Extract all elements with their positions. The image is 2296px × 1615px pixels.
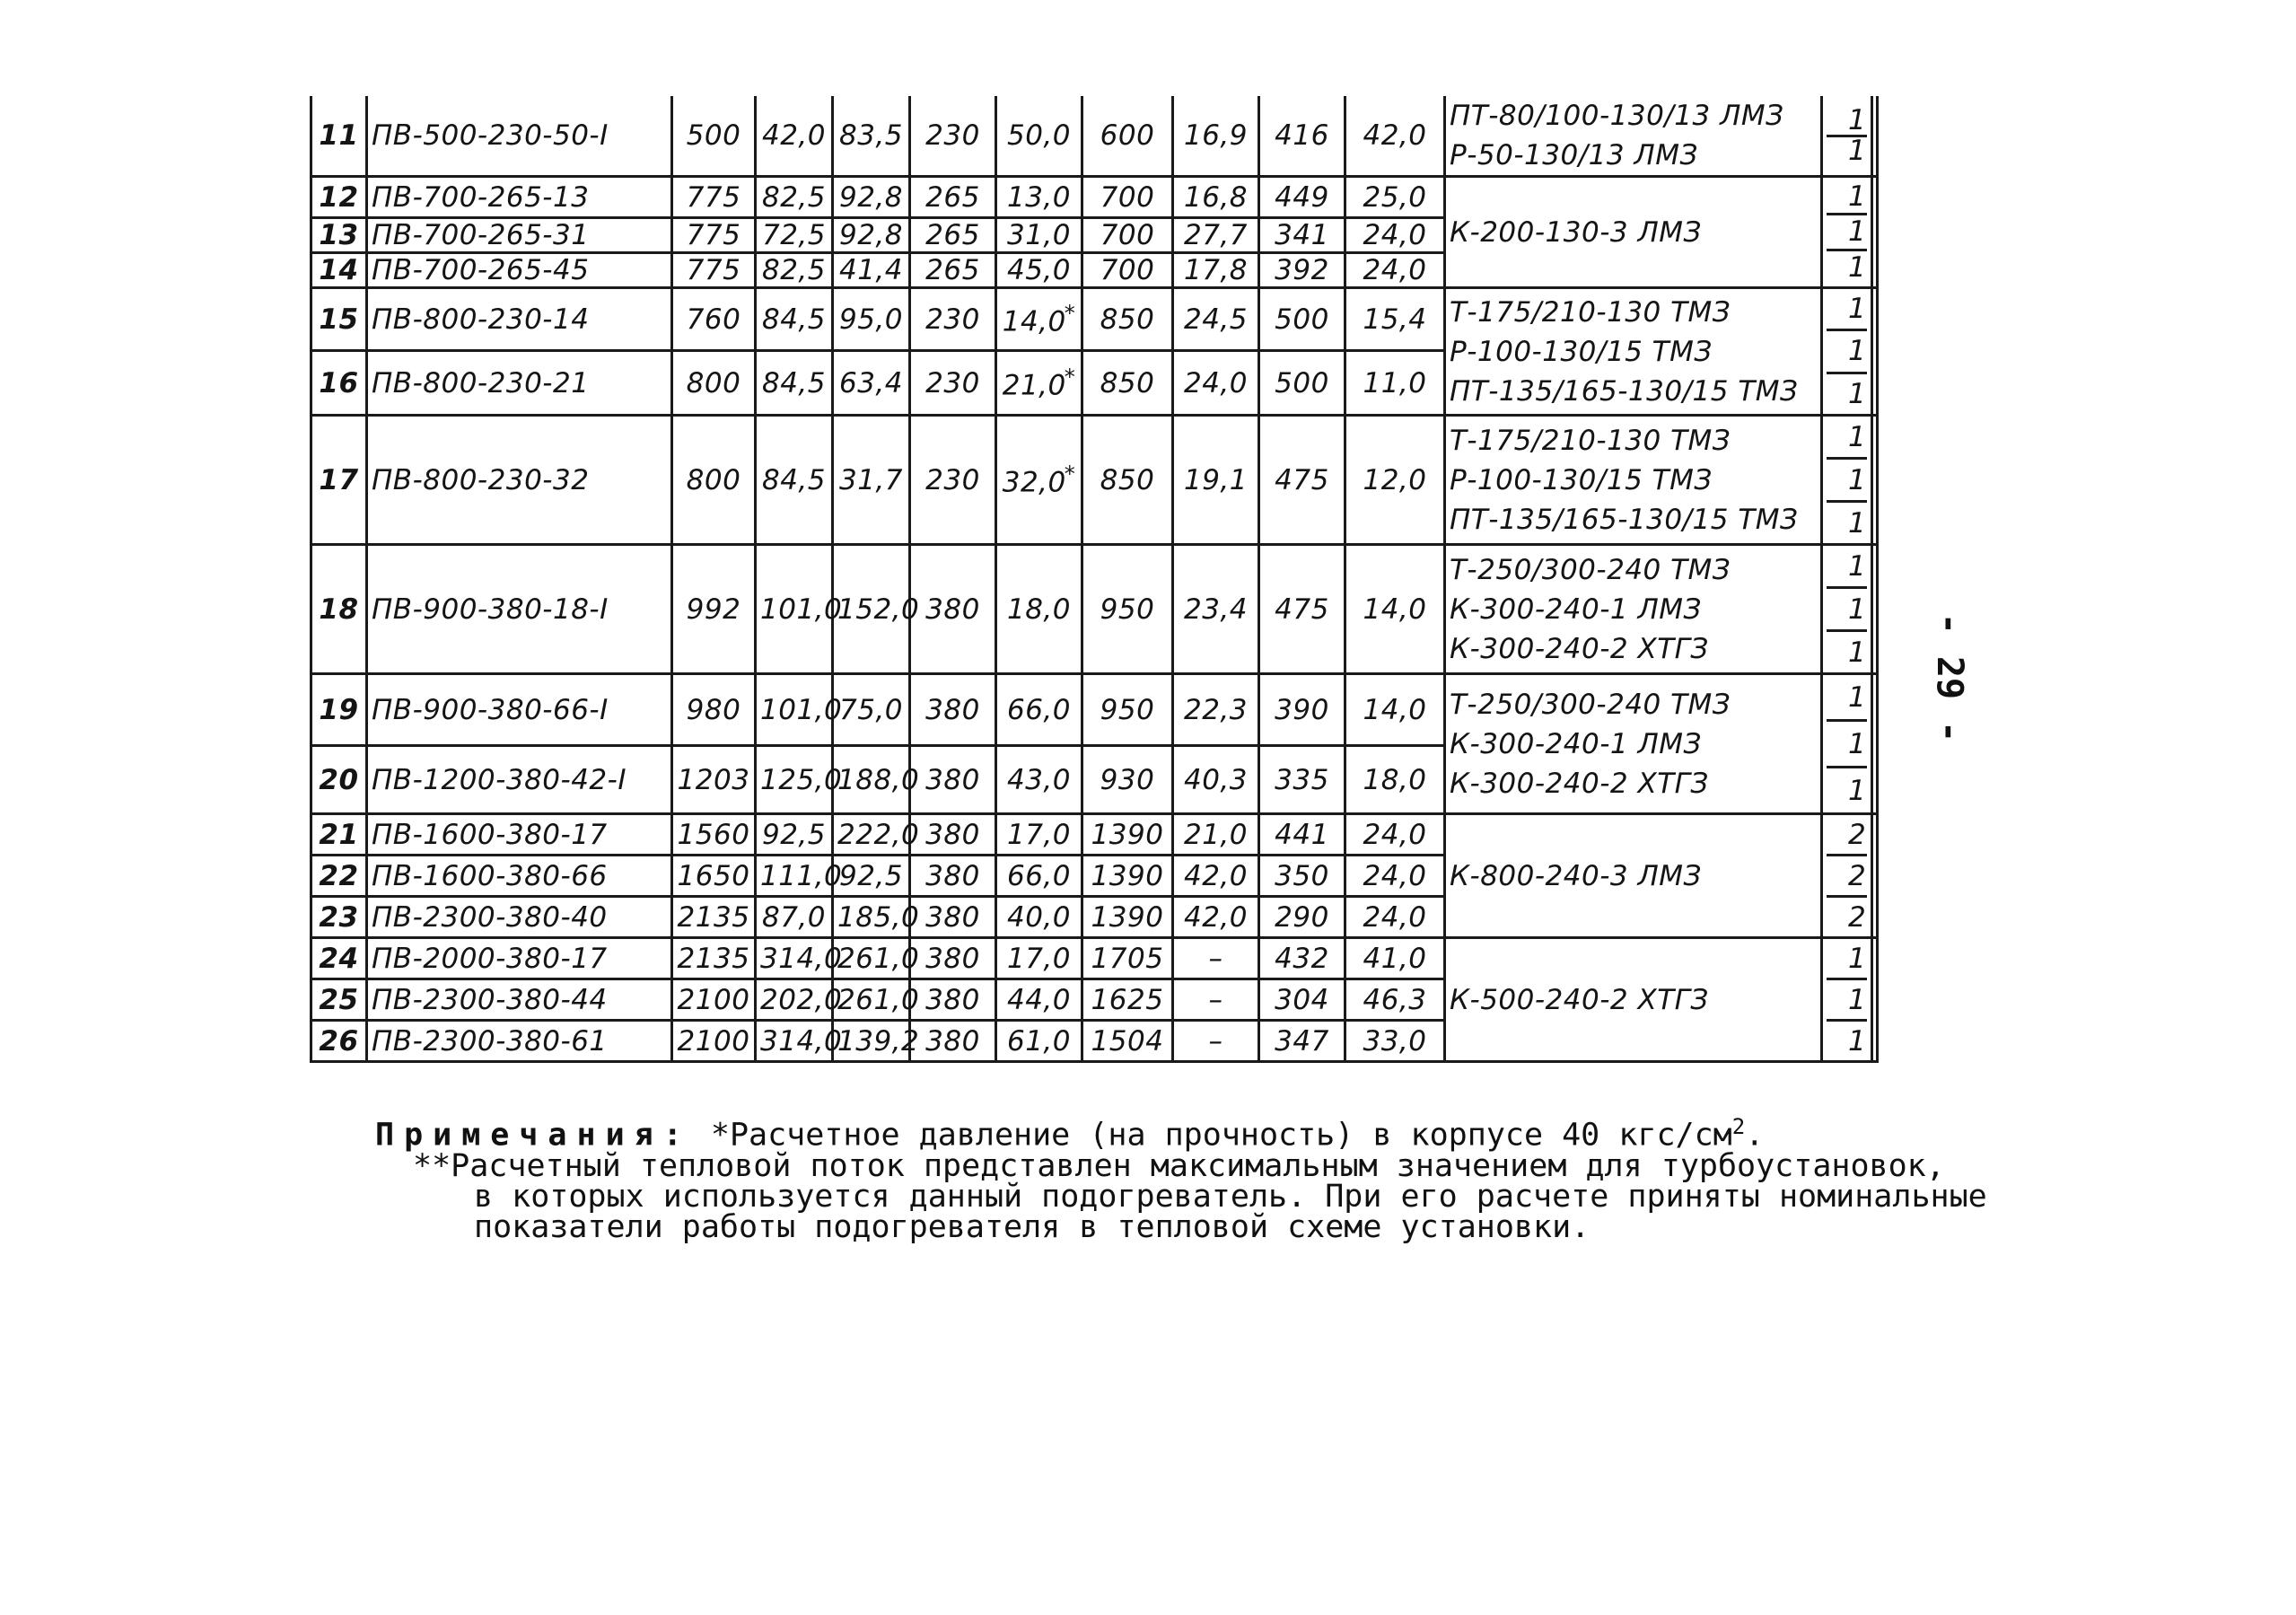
value-cell-5: 43,0 (996, 746, 1082, 814)
row-number: 23 (311, 897, 367, 938)
quantity-value: 1 (1848, 506, 1867, 540)
table-edge (1872, 814, 1878, 938)
value-cell-9: 42,0 (1345, 96, 1445, 177)
value-cell-9: 12,0 (1345, 416, 1445, 545)
value-cell-4: 230 (910, 416, 996, 545)
table-row (311, 938, 1878, 979)
value-cell-7: 16,9 (1173, 96, 1259, 177)
value-cell-9: 24,0 (1345, 856, 1445, 897)
notes-block (375, 1111, 1987, 1245)
value-cell-8: 432 (1259, 938, 1345, 979)
value-cell-8: 347 (1259, 1021, 1345, 1062)
quantity-cell (1822, 96, 1872, 177)
asterisk-mark: * (1064, 364, 1076, 390)
value-cell-7: 27,7 (1173, 218, 1259, 253)
value-cell-2: 314,0 (756, 938, 833, 979)
value-cell-5: 14,0* (996, 288, 1082, 351)
value-cell-8: 475 (1259, 416, 1345, 545)
value-cell-7: – (1173, 979, 1259, 1021)
value-cell-1: 1560 (672, 814, 756, 856)
table-row (311, 674, 1878, 746)
value-cell-6: 700 (1082, 218, 1173, 253)
value-cell-1: 775 (672, 218, 756, 253)
quantity-cell (1822, 288, 1872, 416)
value-cell-6: 700 (1082, 177, 1173, 218)
quantity-value: 1 (1827, 215, 1867, 250)
value-cell-1: 980 (672, 674, 756, 746)
notes-line-4 (375, 1208, 1901, 1245)
row-number: 21 (311, 814, 367, 856)
turbine-name: К-300-240-1 ЛМЗ (1450, 592, 1702, 626)
heater-code: ПВ-1200-380-42-I (367, 746, 672, 814)
value-cell-4: 265 (910, 177, 996, 218)
turbine-list (1445, 814, 1822, 938)
quantity-value: 1 (1848, 250, 1867, 284)
value-cell-9: 11,0 (1345, 351, 1445, 416)
table-edge (1872, 545, 1878, 674)
row-number: 18 (311, 545, 367, 674)
value-cell-7: 19,1 (1173, 416, 1259, 545)
quantity-value: 1 (1827, 589, 1867, 632)
value-cell-6: 950 (1082, 545, 1173, 674)
value-cell-5: 17,0 (996, 814, 1082, 856)
table-row (311, 96, 1878, 177)
value-cell-3: 63,4 (833, 351, 910, 416)
quantity-value: 1 (1827, 417, 1867, 460)
turbine-list (1445, 938, 1822, 1062)
value-cell-8: 500 (1259, 351, 1345, 416)
heater-code: ПВ-900-380-66-I (367, 674, 672, 746)
value-cell-2: 101,0 (756, 545, 833, 674)
value-cell-4: 380 (910, 1021, 996, 1062)
quantity-cell (1822, 545, 1872, 674)
value-cell-4: 380 (910, 545, 996, 674)
value-cell-9: 24,0 (1345, 897, 1445, 938)
value-cell-2: 72,5 (756, 218, 833, 253)
value-cell-5: 31,0 (996, 218, 1082, 253)
value-cell-7: 16,8 (1173, 177, 1259, 218)
value-cell-2: 82,5 (756, 177, 833, 218)
value-cell-9: 14,0 (1345, 545, 1445, 674)
quantity-value: 1 (1848, 1024, 1867, 1058)
value-cell-7: 40,3 (1173, 746, 1259, 814)
value-cell-9: 46,3 (1345, 979, 1445, 1021)
table-edge (1872, 938, 1878, 1062)
value-cell-8: 416 (1259, 96, 1345, 177)
table-row (311, 814, 1878, 856)
value-cell-3: 261,0 (833, 979, 910, 1021)
value-cell-1: 1650 (672, 856, 756, 897)
value-cell-9: 41,0 (1345, 938, 1445, 979)
value-cell-8: 341 (1259, 218, 1345, 253)
value-cell-2: 42,0 (756, 96, 833, 177)
value-cell-7: 21,0 (1173, 814, 1259, 856)
value-cell-2: 202,0 (756, 979, 833, 1021)
value-cell-2: 82,5 (756, 253, 833, 288)
table-row (311, 545, 1878, 674)
table-edge (1872, 177, 1878, 288)
notes-line-3 (375, 1178, 1987, 1215)
turbine-name: К-500-240-2 ХТГЗ (1450, 983, 1709, 1016)
turbine-list (1445, 416, 1822, 545)
value-cell-7: 42,0 (1173, 897, 1259, 938)
table-edge (1872, 96, 1878, 177)
turbine-name: Т-250/300-240 ТМЗ (1450, 553, 1731, 586)
quantity-value: 1 (1848, 135, 1867, 167)
value-cell-9: 15,4 (1345, 288, 1445, 351)
value-cell-2: 101,0 (756, 674, 833, 746)
value-cell-7: 17,8 (1173, 253, 1259, 288)
quantity-value: 2 (1848, 900, 1867, 934)
value-cell-5: 21,0* (996, 351, 1082, 416)
value-cell-4: 380 (910, 814, 996, 856)
quantity-value: 1 (1827, 331, 1867, 373)
value-cell-6: 950 (1082, 674, 1173, 746)
heater-code: ПВ-2300-380-44 (367, 979, 672, 1021)
value-cell-4: 380 (910, 746, 996, 814)
value-cell-8: 449 (1259, 177, 1345, 218)
value-cell-5: 18,0 (996, 545, 1082, 674)
value-cell-1: 800 (672, 416, 756, 545)
value-cell-6: 850 (1082, 416, 1173, 545)
table-row (311, 288, 1878, 351)
value-cell-5: 17,0 (996, 938, 1082, 979)
heater-code: ПВ-900-380-18-I (367, 545, 672, 674)
value-cell-5: 66,0 (996, 856, 1082, 897)
value-cell-2: 125,0 (756, 746, 833, 814)
turbine-name: Т-175/210-130 ТМЗ (1450, 424, 1731, 457)
quantity-value: 1 (1827, 675, 1867, 722)
value-cell-6: 1390 (1082, 814, 1173, 856)
turbine-name: ПТ-135/165-130/15 ТМЗ (1450, 374, 1799, 408)
row-number: 16 (311, 351, 367, 416)
quantity-value: 1 (1827, 939, 1867, 980)
notes-line-2 (375, 1147, 1945, 1184)
table-edge (1872, 416, 1878, 545)
value-cell-9: 24,0 (1345, 253, 1445, 288)
turbine-name: Т-250/300-240 ТМЗ (1450, 688, 1731, 721)
value-cell-7: 23,4 (1173, 545, 1259, 674)
heater-code: ПВ-1600-380-66 (367, 856, 672, 897)
row-number: 24 (311, 938, 367, 979)
value-cell-9: 24,0 (1345, 218, 1445, 253)
row-number: 25 (311, 979, 367, 1021)
value-cell-8: 500 (1259, 288, 1345, 351)
note-1-superscript: 2 (1731, 1114, 1746, 1139)
value-cell-8: 390 (1259, 674, 1345, 746)
value-cell-1: 992 (672, 545, 756, 674)
value-cell-2: 92,5 (756, 814, 833, 856)
value-cell-8: 475 (1259, 545, 1345, 674)
row-number: 13 (311, 218, 367, 253)
value-cell-5: 44,0 (996, 979, 1082, 1021)
value-cell-4: 380 (910, 938, 996, 979)
heater-code: ПВ-700-265-13 (367, 177, 672, 218)
value-cell-2: 87,0 (756, 897, 833, 938)
heater-code: ПВ-800-230-14 (367, 288, 672, 351)
value-cell-3: 95,0 (833, 288, 910, 351)
value-cell-6: 1504 (1082, 1021, 1173, 1062)
turbine-name: Р-100-130/15 ТМЗ (1450, 463, 1713, 496)
value-cell-1: 775 (672, 253, 756, 288)
turbine-name: К-300-240-2 ХТГЗ (1450, 767, 1709, 800)
value-cell-9: 24,0 (1345, 814, 1445, 856)
value-cell-4: 230 (910, 288, 996, 351)
value-cell-7: 22,3 (1173, 674, 1259, 746)
heater-code: ПВ-700-265-31 (367, 218, 672, 253)
heater-code: ПВ-500-230-50-I (367, 96, 672, 177)
heater-code: ПВ-800-230-32 (367, 416, 672, 545)
table-edge (1872, 288, 1878, 416)
notes-line-1: Примечания: *Расчетное давление (на прочность) в корпусе 40 кгс/$см^2$. (375, 1114, 1765, 1154)
value-cell-9: 14,0 (1345, 674, 1445, 746)
row-number: 14 (311, 253, 367, 288)
value-cell-1: 1203 (672, 746, 756, 814)
asterisk-mark: * (1064, 300, 1076, 326)
value-cell-8: 335 (1259, 746, 1345, 814)
note-1-text: Расчетное давление (на прочность) в корпусе 40 кгс/см (729, 1117, 1732, 1154)
table-edge (1872, 674, 1878, 814)
value-cell-6: 1390 (1082, 897, 1173, 938)
value-cell-5: 50,0 (996, 96, 1082, 177)
value-cell-7: – (1173, 938, 1259, 979)
value-cell-1: 760 (672, 288, 756, 351)
note-2-line-3: показатели работы подогревателя в тепловой схеме установки. (474, 1208, 1591, 1245)
value-cell-9: 33,0 (1345, 1021, 1445, 1062)
value-cell-6: 700 (1082, 253, 1173, 288)
row-number: 20 (311, 746, 367, 814)
value-cell-9: 25,0 (1345, 177, 1445, 218)
value-cell-3: 92,5 (833, 856, 910, 897)
quantity-value: 1 (1848, 636, 1867, 669)
quantity-value: 1 (1827, 289, 1867, 331)
turbine-name: Т-175/210-130 ТМЗ (1450, 295, 1731, 329)
quantity-value: 1 (1827, 546, 1867, 589)
quantity-value: 1 (1827, 180, 1867, 215)
quantity-cell (1822, 177, 1872, 288)
value-cell-4: 380 (910, 856, 996, 897)
heater-code: ПВ-700-265-45 (367, 253, 672, 288)
value-cell-1: 2135 (672, 938, 756, 979)
value-cell-3: 139,2 (833, 1021, 910, 1062)
value-cell-6: 930 (1082, 746, 1173, 814)
turbine-list (1445, 177, 1822, 288)
value-cell-5: 61,0 (996, 1021, 1082, 1062)
quantity-value: 1 (1827, 460, 1867, 503)
heater-code: ПВ-1600-380-17 (367, 814, 672, 856)
row-number: 17 (311, 416, 367, 545)
heater-spec-table (310, 96, 1879, 1063)
note-2-line-1: Расчетный тепловой поток представлен максимальным значением для турбоустановок, (451, 1147, 1945, 1184)
value-cell-1: 2100 (672, 1021, 756, 1062)
notes-heading: Примечания: (375, 1117, 692, 1154)
value-cell-2: 111,0 (756, 856, 833, 897)
value-cell-3: 92,8 (833, 218, 910, 253)
value-cell-7: 24,0 (1173, 351, 1259, 416)
row-number: 26 (311, 1021, 367, 1062)
value-cell-4: 265 (910, 253, 996, 288)
value-cell-2: 314,0 (756, 1021, 833, 1062)
quantity-value: 1 (1827, 980, 1867, 1022)
value-cell-3: 75,0 (833, 674, 910, 746)
quantity-cell (1822, 416, 1872, 545)
value-cell-3: 31,7 (833, 416, 910, 545)
table-row (311, 416, 1878, 545)
heater-code: ПВ-800-230-21 (367, 351, 672, 416)
heater-code: ПВ-2000-380-17 (367, 938, 672, 979)
value-cell-4: 230 (910, 96, 996, 177)
turbine-name: Р-50-130/13 ЛМЗ (1450, 139, 1698, 171)
quantity-value: 1 (1827, 107, 1867, 137)
heater-code: ПВ-2300-380-40 (367, 897, 672, 938)
value-cell-7: – (1173, 1021, 1259, 1062)
value-cell-4: 380 (910, 979, 996, 1021)
quantity-value: 1 (1827, 722, 1867, 768)
double-asterisk-mark: ** (413, 1147, 451, 1184)
quantity-value: 1 (1848, 774, 1867, 807)
turbine-name: К-800-240-3 ЛМЗ (1450, 859, 1702, 892)
row-number: 12 (311, 177, 367, 218)
value-cell-4: 265 (910, 218, 996, 253)
value-cell-1: 500 (672, 96, 756, 177)
asterisk-mark: * (710, 1117, 730, 1154)
turbine-list (1445, 288, 1822, 416)
value-cell-9: 18,0 (1345, 746, 1445, 814)
row-number: 22 (311, 856, 367, 897)
turbine-list (1445, 96, 1822, 177)
turbine-name: К-200-130-3 ЛМЗ (1450, 215, 1702, 249)
value-cell-2: 84,5 (756, 288, 833, 351)
value-cell-3: 185,0 (833, 897, 910, 938)
quantity-cell (1822, 814, 1872, 938)
quantity-value: 2 (1827, 815, 1867, 856)
turbine-name: ПТ-80/100-130/13 ЛМЗ (1450, 100, 1784, 132)
value-cell-3: 188,0 (833, 746, 910, 814)
value-cell-6: 1625 (1082, 979, 1173, 1021)
value-cell-7: 42,0 (1173, 856, 1259, 897)
quantity-value: 1 (1848, 377, 1867, 410)
value-cell-2: 84,5 (756, 416, 833, 545)
value-cell-5: 13,0 (996, 177, 1082, 218)
value-cell-6: 600 (1082, 96, 1173, 177)
quantity-cell (1822, 674, 1872, 814)
turbine-name: Р-100-130/15 ТМЗ (1450, 335, 1713, 368)
value-cell-5: 45,0 (996, 253, 1082, 288)
value-cell-4: 230 (910, 351, 996, 416)
value-cell-5: 66,0 (996, 674, 1082, 746)
value-cell-2: 84,5 (756, 351, 833, 416)
value-cell-6: 1705 (1082, 938, 1173, 979)
turbine-list (1445, 674, 1822, 814)
turbine-name: К-300-240-2 ХТГЗ (1450, 632, 1709, 665)
value-cell-3: 83,5 (833, 96, 910, 177)
table-row (311, 177, 1878, 218)
asterisk-mark: * (1064, 461, 1076, 487)
value-cell-1: 2100 (672, 979, 756, 1021)
page-number: - 29 - (1929, 612, 1970, 743)
value-cell-3: 222,0 (833, 814, 910, 856)
row-number: 19 (311, 674, 367, 746)
value-cell-8: 350 (1259, 856, 1345, 897)
value-cell-8: 441 (1259, 814, 1345, 856)
turbine-name: К-300-240-1 ЛМЗ (1450, 727, 1702, 760)
row-number: 11 (311, 96, 367, 177)
value-cell-4: 380 (910, 897, 996, 938)
value-cell-3: 261,0 (833, 938, 910, 979)
value-cell-8: 304 (1259, 979, 1345, 1021)
note-2-line-2: в которых используется данный подогреватель. При его расчете приняты номинальные (474, 1178, 1987, 1215)
value-cell-5: 40,0 (996, 897, 1082, 938)
heater-code: ПВ-2300-380-61 (367, 1021, 672, 1062)
turbine-name: ПТ-135/165-130/15 ТМЗ (1450, 503, 1799, 536)
value-cell-3: 41,4 (833, 253, 910, 288)
value-cell-5: 32,0* (996, 416, 1082, 545)
value-cell-4: 380 (910, 674, 996, 746)
quantity-value: 2 (1827, 856, 1867, 898)
value-cell-7: 24,5 (1173, 288, 1259, 351)
value-cell-8: 392 (1259, 253, 1345, 288)
value-cell-6: 850 (1082, 351, 1173, 416)
row-number: 15 (311, 288, 367, 351)
value-cell-6: 850 (1082, 288, 1173, 351)
quantity-cell (1822, 938, 1872, 1062)
value-cell-8: 290 (1259, 897, 1345, 938)
value-cell-1: 775 (672, 177, 756, 218)
value-cell-1: 2135 (672, 897, 756, 938)
turbine-list (1445, 545, 1822, 674)
value-cell-3: 92,8 (833, 177, 910, 218)
value-cell-6: 1390 (1082, 856, 1173, 897)
value-cell-3: 152,0 (833, 545, 910, 674)
value-cell-1: 800 (672, 351, 756, 416)
